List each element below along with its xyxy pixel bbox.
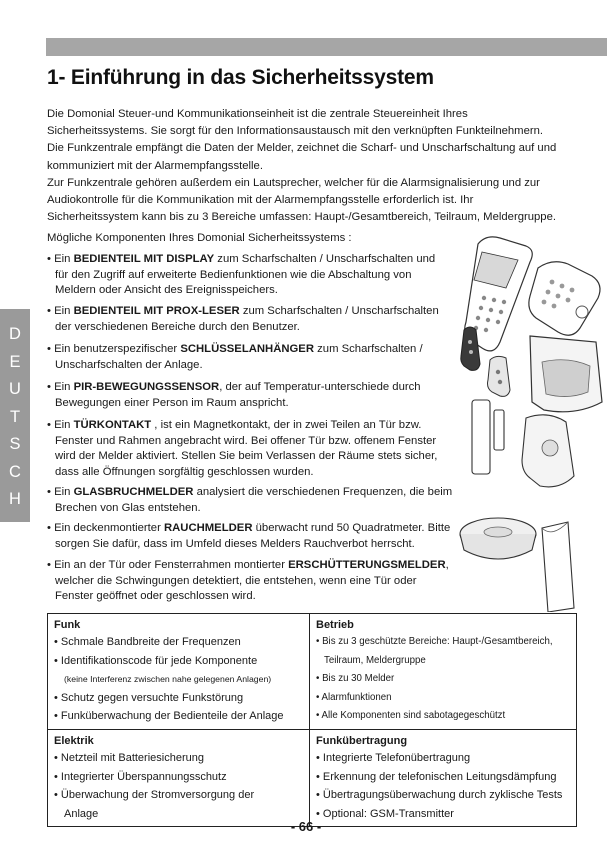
features-cell-funkuebertragung [310,729,577,826]
item-text: zum Scharfschalten / Unscharfschalten und [214,253,436,265]
item-keyword: BEDIENTEIL MIT DISPLAY [73,253,215,265]
side-tab-letter: H [9,490,21,508]
item-continuation: Fenster und Rahmen angebracht wird. Bei offener Tür bzw. offenem Fenster [55,434,437,447]
intro-line: Sicherheitssystem kann bis zu 3 Bereiche umfassen: Haupt-/Gesamtbereich, Teilraum, Meldergruppe. [47,211,557,224]
item-keyword: GLASBRUCHMELDER [73,486,194,498]
component-item-keypad-prox [47,304,439,335]
intro-paragraph [47,106,577,226]
item-continuation: Fenster geöffnet oder geschlossen wird. [55,590,256,603]
component-item-glass-break [47,485,452,516]
intro-line: Audiokontrolle für die Kommunikation mit der Alarmempfangsstelle erforderlich ist. Ihr [47,194,474,207]
side-tab-letter: U [9,380,21,398]
item-text: zum Scharfschalten / [314,343,423,355]
component-item-vibration-detector [47,558,449,605]
item-continuation: Meldern oder Ansicht des Ereignisspeichers. [55,284,278,297]
item-keyword: BEDIENTEIL MIT PROX-LESER [73,305,240,317]
features-item: Anlage [64,807,99,820]
vibration-detector-device [542,522,574,612]
features-cell-funk [48,614,310,730]
keypad-prox-device [529,262,600,335]
item-continuation: welcher die Schwingungen detektiert, die entstehen, wenn eine Tür oder [55,574,417,587]
item-continuation: sorgen Sie dafür, dass im Umfeld dieses Melders Rauchverbot herrscht. [55,537,415,550]
component-item-keypad-display [47,252,435,299]
page-number: - 66 - [290,819,322,834]
features-item: Teilraum, Meldergruppe [324,654,426,666]
side-tab-letter: T [9,407,21,426]
intro-line: Die Domonial Steuer-und Kommunikationseinheit ist die zentrale Steuereinheit Ihres [47,108,468,120]
page-title: 1- Einführung in das Sicherheitssystem [47,66,434,89]
item-continuation: dass alle Öffnungen sorgfältig geschlossen wurden. [55,465,314,478]
features-item: • Übertragungsüberwachung durch zyklische Tests [316,789,563,802]
side-tab-letter: S [9,435,21,453]
glass-break-device [522,415,574,487]
features-cell-title: Funkübertragung [316,734,408,747]
item-prefix: • Ein [47,419,74,431]
features-item: • Bis zu 30 Melder [316,673,395,685]
item-text: , [445,559,449,571]
features-item: • Integrierte Telefonübertragung [316,751,471,764]
component-item-smoke-detector [47,521,450,552]
smoke-detector-device [460,518,536,559]
features-item: • Netzteil mit Batteriesicherung [54,751,204,764]
item-prefix: • Ein deckenmontierter [47,522,164,534]
features-item: • Integrierter Überspannungsschutz [54,770,227,783]
item-text: überwacht rund 50 Quadratmeter. Bitte [252,522,451,534]
component-item-keyfob [47,342,423,373]
component-item-door-contact [47,418,437,480]
item-text: , ist ein Magnetkontakt, der in zwei Teilen an Tür bzw. [151,419,422,431]
features-cell-betrieb [310,614,577,730]
item-text: analysiert die verschiedenen Frequenzen, die beim [193,486,453,498]
features-item: • Alle Komponenten sind sabotagegeschützt [316,710,506,722]
door-contact-device [472,400,504,474]
item-keyword: SCHLÜSSELANHÄNGER [180,343,314,355]
item-prefix: • Ein [47,253,74,265]
features-item: • Funküberwachung der Bedienteile der Anlage [54,710,284,723]
pir-sensor-device [530,336,602,412]
item-continuation: der verschiedenen Bereiche durch den Benutzer. [55,320,300,333]
features-table [47,613,577,827]
side-tab-letter: C [9,462,21,481]
item-prefix: • Ein [47,381,74,393]
language-side-tab [0,309,30,522]
side-tab-letter: E [9,352,21,371]
item-continuation: für den Zugriff auf erweiterte Bedienfunktionen wie die Abschaltung von [55,268,412,281]
item-continuation: Bewegungen einer Person im Raum anspricht. [55,396,289,409]
features-item: • Erkennung der telefonischen Leitungsdämpfung [316,770,557,783]
item-prefix: • Ein [47,486,74,498]
item-text: , der auf Temperatur-unterschiede durch [219,381,421,393]
intro-line: Die Funkzentrale empfängt die Daten der Melder, zeichnet die Scharf- und Unscharfschaltung auf und [47,142,557,155]
features-item: • Alarmfunktionen [316,691,392,703]
item-keyword: ERSCHÜTTERUNGSMELDER [288,559,446,571]
item-prefix: • Ein benutzerspezifischer [47,343,181,355]
features-item: • Schutz gegen versuchte Funkstörung [54,691,244,704]
intro-line: Sicherheitssystems. Sie sorgt für den Informationsaustausch mit den verknüpften Funkteilnehmern. [47,125,544,138]
item-continuation: Brechen von Glas entstehen. [55,501,201,514]
side-tab-letter: D [9,325,21,343]
features-cell-title: Elektrik [54,734,94,747]
features-cell-elektrik [48,729,310,826]
header-bar [46,38,607,56]
item-keyword: PIR-BEWEGUNGSSENSOR [73,381,220,393]
item-text: zum Scharfschalten / Unscharfschalten [239,305,439,317]
item-continuation: wird der Melder aktiviert. Stellen Sie beim Verlassen der Räume stets sicher, [55,450,438,463]
features-item: • Überwachung der Stromversorgung der [54,789,255,802]
intro-line: kommuniziert mit der Alarmempfangsstelle. [47,159,263,172]
item-continuation: Unscharfschalten der Anlage. [55,358,203,371]
item-prefix: • Ein [47,305,74,317]
intro-line: Zur Funkzentrale gehören außerdem ein Lautsprecher, welcher für die Alarmsignalisierung und zur [47,176,540,189]
features-item: • Optional: GSM-Transmitter [316,807,454,820]
features-item-note: (keine Interferenz zwischen nahe gelegenen Anlagen) [64,674,272,685]
features-item: • Bis zu 3 geschützte Bereiche: Haupt-/Gesamtbereich, [316,636,553,647]
features-cell-title: Betrieb [316,619,354,631]
security-devices-illustration [456,232,606,612]
item-keyword: RAUCHMELDER [163,522,253,534]
features-item: • Identifikationscode für jede Komponente [54,654,258,667]
item-keyword: TÜRKONTAKT [73,419,152,431]
component-item-pir-sensor [47,380,421,411]
item-prefix: • Ein an der Tür oder Fensterrahmen montierter [47,559,289,571]
features-cell-title: Funk [54,619,81,631]
features-item: • Schmale Bandbreite der Frequenzen [54,636,241,648]
components-heading: Mögliche Komponenten Ihres Domonial Sicherheitssystems : [47,232,352,244]
